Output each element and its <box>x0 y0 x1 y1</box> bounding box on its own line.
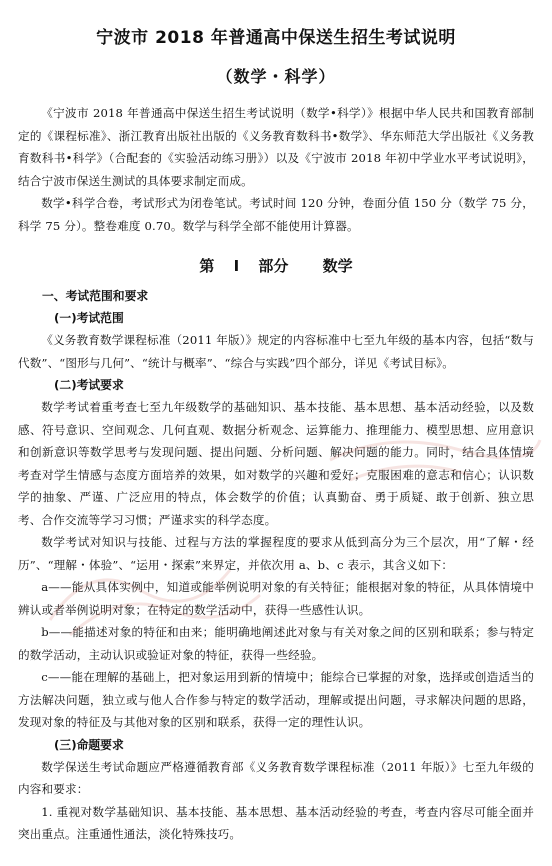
scope-paragraph: 《义务教育数学课程标准（2011 年版）》规定的内容标准中七至九年级的基本内容，包括“数与代数”、“图形与几何”、“统计与概率”、“综合与实践”四个部分，详见《考试目标》。 <box>18 333 534 370</box>
document-title: 宁波市 2018 年普通高中保送生招生考试说明 <box>96 28 456 48</box>
part-title: 第 Ⅰ 部分 数学 <box>199 257 353 275</box>
proposition-paragraph-1: 数学保送生考试命题应严格遵循教育部《义务教育数学课程标准（2011 年版）》七至九年级的内容和要求： <box>18 759 534 796</box>
subsection-heading-proposition: (三)命题要求 <box>54 737 124 752</box>
document-subtitle: （数学・科学） <box>216 67 336 86</box>
requirements-paragraph-2: 数学考试对知识与技能、过程与方法的掌握程度的要求从低到高分为三个层次，用“了解・经历”、“理解・体验”、“运用・探索”来界定，并依次用 a、b、c 表示，其含义如下： <box>18 535 534 572</box>
section-heading-scope-requirements: 一、考试范围和要求 <box>42 289 149 303</box>
level-c-paragraph: c——能在理解的基础上，把对象运用到新的情境中；能综合已掌握的对象，选择或创造适当的方法解决问题，独立或与他人合作参与特定的数学活动，理解或提出问题，寻求解决问题的思路，发现对象的特征及与其他对象的区别和联系，获得一定的理性认识。 <box>18 670 534 729</box>
subsection-heading-scope: (一)考试范围 <box>54 311 124 325</box>
subsection-heading-requirements: (二)考试要求 <box>54 378 124 392</box>
requirements-paragraph-1: 数学考试着重考查七至九年级数学的基础知识、基本技能、基本思想、基本活动经验，以及数感、符号意识、空间观念、几何直观、数据分析观念、运算能力、推理能力、模型思想、应用意识和创新意识等数学思考与发现问题、提出问题、分析问题、解决问题的能力。同时，结合具体情境考查对学生情感与态度方面培养的效果，如对数学的兴趣和爱好；克服困难的意志和信心；认识数学的抽象、严谨、广泛应用的特点，体会数学的价值；认真勤奋、勇于质疑、敢于创新、独立思考、合作交流等学习习惯；严谨求实的科学态度。 <box>18 400 534 527</box>
proposition-paragraph-2: 1. 重视对数学基础知识、基本技能、基本思想、基本活动经验的考查，考查内容尽可能全面并突出重点。注重通性通法，淡化特殊技巧。 <box>18 804 534 841</box>
level-b-paragraph: b——能描述对象的特征和由来；能明确地阐述此对象与有关对象之间的区别和联系；参与特定的数学活动，主动认识或验证对象的特征，获得一些经验。 <box>18 625 534 662</box>
intro-paragraph-2: 数学•科学合卷，考试形式为闭卷笔试。考试时间 120 分钟，卷面分值 150 分（数学 75 分，科学 75 分）。整卷难度 0.70。数学与科学全部不能使用计算器。 <box>18 196 534 233</box>
intro-paragraph-1: 《宁波市 2018 年普通高中保送生招生考试说明（数学•科学）》根据中华人民共和国教育部制定的《课程标准》、浙江教育出版社出版的《义务教育数科书•数学》、华东师范大学出版社《义务教育数科书•科学》（合配套的《实验活动练习册》）以及《宁波市 2018 年初中学业水平考试说明》，结合宁波市保送生测试的具体要求制定而成。 <box>18 106 534 188</box>
level-a-paragraph: a——能从具体实例中，知道或能举例说明对象的有关特征；能根据对象的特征，从具体情境中辨认或者举例说明对象；在特定的数学活动中，获得一些感性认识。 <box>18 580 534 617</box>
